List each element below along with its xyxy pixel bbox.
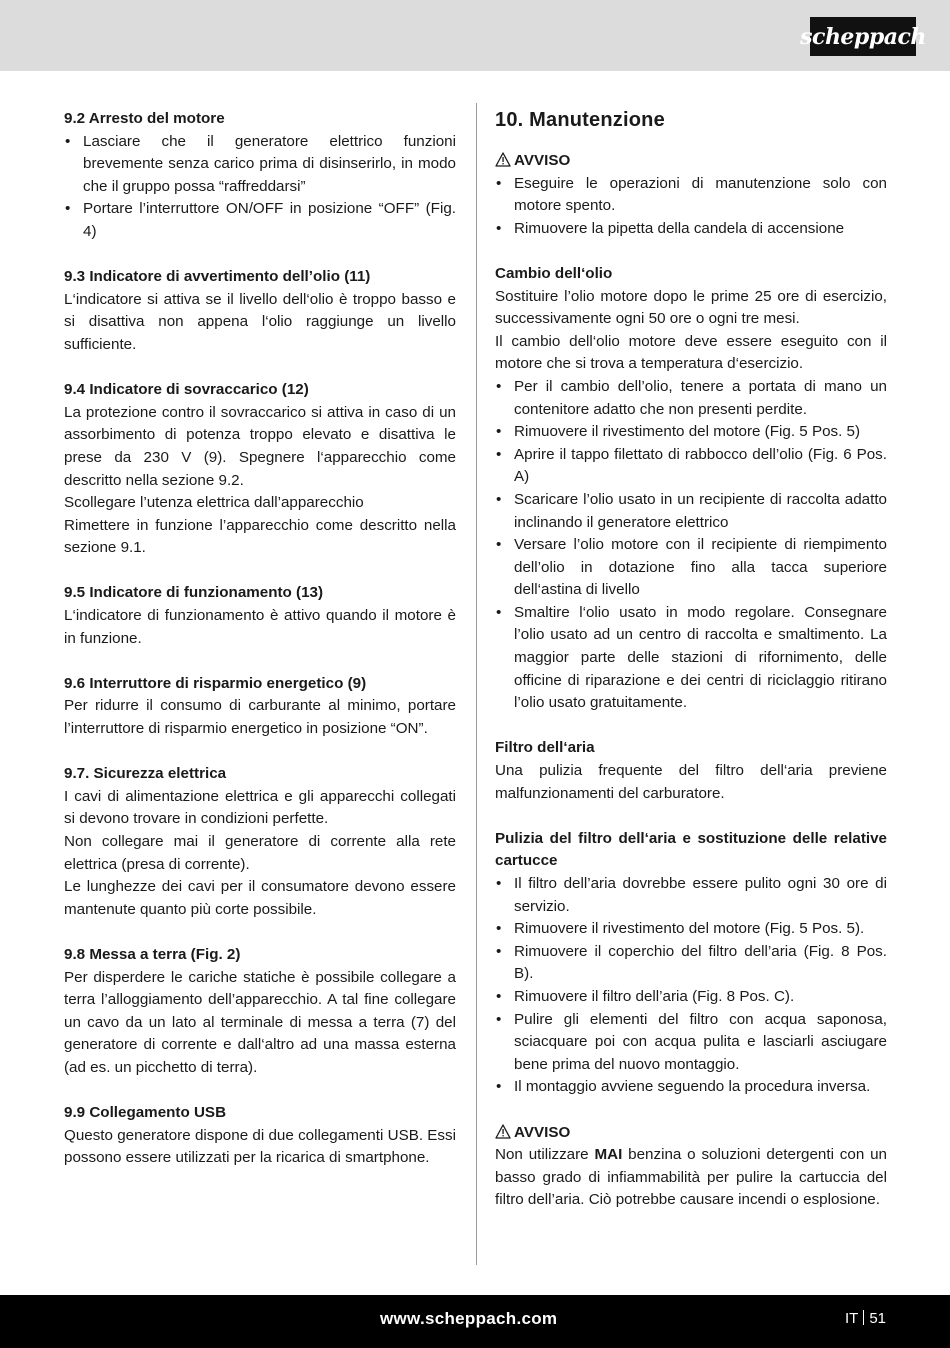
page-header [0,0,950,71]
warning-triangle-icon [495,1124,511,1139]
section-9-9 [64,1102,456,1170]
section-9-3 [64,266,456,356]
list-item: • Scaricare l’olio usato in un recipiente di raccolta adatto inclinando il generatore elettrico [495,489,887,534]
section-9-5 [64,582,456,650]
section-title: 9.5 Indicatore di funzionamento (13) [64,584,324,602]
website-link[interactable]: www.scheppach.com [380,1309,558,1328]
paragraph: Questo generatore dispone di due collegamenti USB. Essi possono essere utilizzati per la ricarica di smartphone. [64,1126,456,1167]
section-title: 9.4 Indicatore di sovraccarico (12) [64,381,309,399]
section-9-7 [64,763,456,921]
list-item: • Rimuovere il rivestimento del motore (Fig. 5 Pos. 5) [495,421,887,444]
list-item: • Rimuovere il filtro dell’aria (Fig. 8 Pos. C). [495,986,887,1009]
section-title: 9.9 Collegamento USB [64,1104,227,1122]
warning-label: AVVISO [514,1123,571,1141]
list-item: • Portare l’interruttore ON/OFF in posizione “OFF” (Fig. 4) [64,198,456,243]
bullet-list [495,173,887,241]
list-item: • Rimuovere il coperchio del filtro dell’aria (Fig. 8 Pos. B). [495,941,887,986]
warning-text [495,1144,887,1212]
right-column [495,108,887,1235]
paragraph: Sostituire l’olio motore dopo le prime 25 ore di esercizio, successivamente ogni 50 ore o ogni tre mesi. [495,287,887,328]
list-item: • Rimuovere il rivestimento del motore (Fig. 5 Pos. 5). [495,918,887,941]
section-title: 9.6 Interruttore di risparmio energetico (9) [64,674,367,692]
page-number: 51 [869,1310,886,1327]
warning-text-post: benzina o soluzioni detergenti con un basso grado di infiammabilità per pulire la cartuccia del filtro dell’aria. Ciò potrebbe causare incendi o esplosione. [495,1146,887,1209]
section-title: 9.3 Indicatore di avvertimento dell’olio (11) [64,268,371,286]
list-item: • Pulire gli elementi del filtro con acqua saponosa, sciacquare poi con acqua pulita e lasciarli asciugare bene prima del nuovo montaggio. [495,1009,887,1077]
paragraph: L‘indicatore si attiva se il livello dell‘olio è troppo basso e si disattiva non appena l‘olio raggiunge un livello sufficiente. [64,290,456,353]
section-title: 9.8 Messa a terra (Fig. 2) [64,945,241,963]
paragraph: Una pulizia frequente del filtro dell‘aria previene malfunzionamenti del carburatore. [495,762,887,802]
paragraph: Il cambio dell‘olio motore deve essere eseguito con il motore che si trova a temperatura d‘esercizio. [495,332,887,373]
section-title: Cambio dell‘olio [495,264,613,282]
list-item: • Il montaggio avviene seguendo la procedura inversa. [495,1076,887,1099]
paragraph: Per disperdere le cariche statiche è possibile collegare a terra l’alloggiamento dell’apparecchio. A tal fine collegare un cavo da un lato al terminale di messa a terra (7) del generatore di corrente e dall‘altro ad una massa esterna (ad es. un picchetto di terra). [64,968,456,1076]
air-filter-section [495,737,887,805]
paragraph: L‘indicatore di funzionamento è attivo quando il motore è in funzione. [64,607,456,647]
section-title: 9.7. Sicurezza elettrica [64,765,227,783]
list-item: • Smaltire l‘olio usato in modo regolare. Consegnare l’olio usato ad un centro di raccolta e smaltimento. La maggior parte delle stazioni di rifornimento, delle officine di riparazione e dei centri di riciclaggio ritirano l’olio usato gratuitamente. [495,602,887,715]
warning-block [495,150,887,240]
section-9-2 [64,108,456,244]
paragraph: I cavi di alimentazione elettrica e gli apparecchi collegati si devono trovare in condizioni perfette. [64,787,456,828]
paragraph: Per ridurre il consumo di carburante al minimo, portare l’interruttore di risparmio energetico in posizione “ON”. [64,697,456,738]
section-9-8 [64,944,456,1080]
warning-triangle-icon [495,152,511,167]
separator [863,1310,864,1325]
section-title: Pulizia del filtro dell‘aria e sostituzione delle relative cartucce [495,829,887,870]
warning-heading [495,1122,887,1145]
bullet-list [64,131,456,244]
language-code: IT [844,1310,859,1327]
section-9-4 [64,379,456,560]
list-item: • Eseguire le operazioni di manutenzione solo con motore spento. [495,173,887,218]
warning-text-pre: Non utilizzare [495,1146,595,1164]
section-title: 9.2 Arresto del motore [64,110,225,127]
chapter-title: 10. Manutenzione [495,109,665,131]
column-divider [476,103,477,1265]
paragraph: Rimettere in funzione l’apparecchio come descritto nella sezione 9.1. [64,516,456,557]
filter-cleaning-section [495,828,887,1099]
list-item: • Versare l’olio motore con il recipiente di riempimento dell’olio in dotazione fino alla tacca superiore dell‘astina di livello [495,534,887,602]
list-item: • Per il cambio dell’olio, tenere a portata di mano un contenitore adatto che non presenti perdite. [495,376,887,421]
page-footer [0,1295,950,1348]
list-item: • Lasciare che il generatore elettrico funzioni brevemente senza carico prima di disinserirlo, in modo che il gruppo possa “raffreddarsi” [64,131,456,199]
oil-change-section [495,263,887,715]
paragraph: Non collegare mai il generatore di corrente alla rete elettrica (presa di corrente). [64,833,456,873]
section-title: Filtro dell‘aria [495,739,595,757]
list-item: • Il filtro dell’aria dovrebbe essere pulito ogni 30 ore di servizio. [495,873,887,918]
warning-text-emphasis: MAI [594,1146,623,1164]
list-item: • Rimuovere la pipetta della candela di accensione [495,218,887,241]
warning-block-2 [495,1122,887,1212]
section-9-6 [64,673,456,741]
bullet-list [495,873,887,1099]
paragraph: Le lunghezze dei cavi per il consumatore devono essere mantenute quanto più corte possibile. [64,878,456,918]
paragraph: La protezione contro il sovraccarico si attiva in caso di un assorbimento di potenza troppo elevato e disattiva le prese da 230 V (9). Spegnere l‘apparecchio come descritto nella sezione 9.2. [64,403,456,489]
page-indicator [845,1310,886,1327]
warning-heading [495,150,887,173]
bullet-list [495,376,887,715]
brand-logo: scheppach [810,17,916,56]
list-item: • Aprire il tappo filettato di rabbocco dell’olio (Fig. 6 Pos. A) [495,444,887,489]
left-column [64,108,456,1193]
warning-label: AVVISO [514,152,571,169]
paragraph: Scollegare l’utenza elettrica dall’apparecchio [64,494,364,512]
